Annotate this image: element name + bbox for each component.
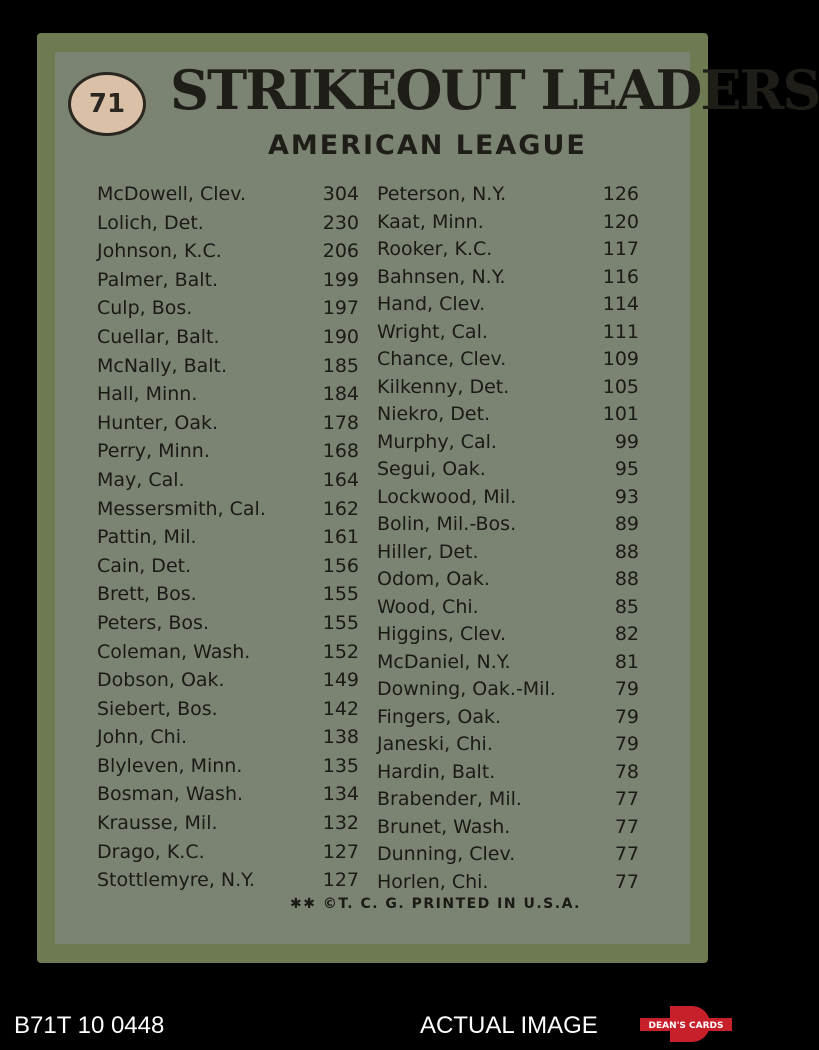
right-leader-row bbox=[377, 593, 639, 621]
left-leader-row bbox=[97, 780, 359, 809]
strikeout-count: 79 bbox=[614, 705, 639, 728]
left-leaders-column bbox=[97, 180, 359, 895]
strikeout-count: 162 bbox=[322, 497, 359, 520]
player-name: McDowell, Clev. bbox=[97, 183, 247, 205]
left-leader-row bbox=[97, 380, 359, 409]
strikeout-count: 82 bbox=[614, 623, 639, 645]
right-leader-row bbox=[377, 675, 639, 703]
copyright-footer: ✱✱ ©T. C. G. PRINTED IN U.S.A. bbox=[290, 896, 581, 912]
strikeout-count: 199 bbox=[322, 268, 359, 291]
strikeout-count: 184 bbox=[322, 383, 359, 406]
right-leader-row bbox=[377, 318, 639, 346]
player-name: Cain, Det. bbox=[97, 554, 192, 577]
right-leader-row bbox=[377, 373, 639, 401]
player-name: McDaniel, N.Y. bbox=[377, 650, 511, 673]
strikeout-count: 142 bbox=[322, 697, 359, 720]
strikeout-count: 114 bbox=[602, 293, 639, 315]
player-name: Janeski, Chi. bbox=[377, 733, 493, 755]
left-leader-row bbox=[97, 495, 359, 524]
left-leader-row bbox=[97, 666, 359, 695]
player-name: Kilkenny, Det. bbox=[377, 375, 510, 398]
strikeout-count: 93 bbox=[614, 485, 639, 508]
strikeout-count: 152 bbox=[322, 640, 359, 663]
strikeout-count: 79 bbox=[614, 733, 639, 755]
player-name: Murphy, Cal. bbox=[377, 430, 497, 453]
strikeout-count: 155 bbox=[322, 611, 359, 634]
left-leader-row bbox=[97, 437, 359, 466]
player-name: Bosman, Wash. bbox=[97, 783, 244, 806]
strikeout-count: 120 bbox=[602, 210, 639, 233]
card-id-caption: B71T 10 0448 bbox=[14, 1012, 165, 1039]
strikeout-count: 190 bbox=[322, 325, 359, 348]
player-name: Odom, Oak. bbox=[377, 568, 490, 590]
strikeout-count: 126 bbox=[602, 183, 639, 205]
strikeout-count: 116 bbox=[602, 265, 639, 288]
player-name: Hall, Minn. bbox=[97, 383, 198, 406]
player-name: Brabender, Mil. bbox=[377, 788, 522, 810]
logo-text: DEAN'S CARDS bbox=[648, 1021, 724, 1031]
player-name: Perry, Minn. bbox=[97, 440, 210, 463]
left-leader-row bbox=[97, 409, 359, 438]
strikeout-count: 89 bbox=[614, 513, 639, 535]
strikeout-count: 88 bbox=[614, 568, 639, 590]
left-leader-row bbox=[97, 237, 359, 266]
left-leader-row bbox=[97, 809, 359, 838]
right-leader-row bbox=[377, 813, 639, 841]
left-leader-row bbox=[97, 180, 359, 209]
player-name: Cuellar, Balt. bbox=[97, 325, 220, 348]
left-leader-row bbox=[97, 352, 359, 381]
deans-cards-logo bbox=[640, 1004, 732, 1044]
left-leader-row bbox=[97, 552, 359, 581]
right-leader-row bbox=[377, 483, 639, 511]
strikeout-count: 132 bbox=[322, 812, 359, 835]
strikeout-count: 79 bbox=[614, 678, 639, 700]
strikeout-count: 164 bbox=[322, 468, 359, 491]
right-leader-row bbox=[377, 538, 639, 566]
strikeout-count: 117 bbox=[602, 238, 639, 260]
card-number-badge bbox=[68, 72, 146, 136]
right-leader-row bbox=[377, 263, 639, 291]
right-leader-row bbox=[377, 400, 639, 428]
player-name: Niekro, Det. bbox=[377, 403, 491, 425]
strikeout-count: 168 bbox=[322, 440, 359, 463]
right-leader-row bbox=[377, 345, 639, 373]
player-name: Palmer, Balt. bbox=[97, 268, 219, 291]
strikeout-count: 81 bbox=[614, 650, 639, 673]
player-name: Pattin, Mil. bbox=[97, 526, 197, 549]
player-name: Hand, Clev. bbox=[377, 293, 486, 315]
strikeout-count: 149 bbox=[322, 669, 359, 692]
player-name: Dunning, Clev. bbox=[377, 843, 516, 865]
player-name: Peters, Bos. bbox=[97, 611, 209, 634]
right-leader-row bbox=[377, 428, 639, 456]
left-leader-row bbox=[97, 609, 359, 638]
left-leader-row bbox=[97, 695, 359, 724]
player-name: Brunet, Wash. bbox=[377, 815, 511, 838]
strikeout-count: 230 bbox=[322, 211, 359, 234]
card-number: 71 bbox=[88, 89, 126, 119]
player-name: Krausse, Mil. bbox=[97, 812, 218, 835]
strikeout-count: 185 bbox=[322, 354, 359, 377]
player-name: Culp, Bos. bbox=[97, 297, 193, 320]
right-leader-row bbox=[377, 565, 639, 593]
strikeout-count: 155 bbox=[322, 583, 359, 606]
player-name: Messersmith, Cal. bbox=[97, 497, 266, 520]
strikeout-count: 101 bbox=[602, 403, 639, 425]
player-name: May, Cal. bbox=[97, 468, 185, 491]
left-leader-row bbox=[97, 523, 359, 552]
right-leader-row bbox=[377, 785, 639, 813]
left-leader-row bbox=[97, 866, 359, 895]
strikeout-count: 197 bbox=[322, 297, 359, 320]
strikeout-count: 77 bbox=[614, 870, 639, 893]
card-title: STRIKEOUT LEADERS bbox=[170, 58, 819, 122]
strikeout-count: 135 bbox=[322, 754, 359, 777]
player-name: Kaat, Minn. bbox=[377, 210, 484, 233]
right-leader-row bbox=[377, 868, 639, 896]
strikeout-count: 85 bbox=[614, 595, 639, 618]
right-leader-row bbox=[377, 758, 639, 786]
right-leader-row bbox=[377, 455, 639, 483]
player-name: Rooker, K.C. bbox=[377, 238, 493, 260]
player-name: Fingers, Oak. bbox=[377, 705, 502, 728]
strikeout-count: 77 bbox=[614, 788, 639, 810]
left-leader-row bbox=[97, 209, 359, 238]
strikeout-count: 109 bbox=[602, 348, 639, 370]
player-name: Peterson, N.Y. bbox=[377, 183, 507, 205]
strikeout-count: 77 bbox=[614, 815, 639, 838]
left-leader-row bbox=[97, 723, 359, 752]
strikeout-count: 127 bbox=[322, 840, 359, 863]
left-leader-row bbox=[97, 294, 359, 323]
strikeout-count: 304 bbox=[322, 183, 359, 205]
right-leader-row bbox=[377, 510, 639, 538]
player-name: Drago, K.C. bbox=[97, 840, 205, 863]
strikeout-count: 134 bbox=[322, 783, 359, 806]
card-subtitle: AMERICAN LEAGUE bbox=[268, 130, 587, 161]
right-leader-row bbox=[377, 648, 639, 676]
player-name: Siebert, Bos. bbox=[97, 697, 218, 720]
actual-image-caption: ACTUAL IMAGE bbox=[420, 1012, 598, 1039]
player-name: Dobson, Oak. bbox=[97, 669, 225, 692]
left-leader-row bbox=[97, 838, 359, 867]
player-name: Hiller, Det. bbox=[377, 540, 479, 563]
strikeout-count: 95 bbox=[614, 458, 639, 480]
left-leader-row bbox=[97, 752, 359, 781]
player-name: Johnson, K.C. bbox=[97, 240, 222, 263]
player-name: Lockwood, Mil. bbox=[377, 485, 517, 508]
player-name: Higgins, Clev. bbox=[377, 623, 507, 645]
left-leader-row bbox=[97, 580, 359, 609]
strikeout-count: 138 bbox=[322, 726, 359, 749]
player-name: Downing, Oak.-Mil. bbox=[377, 678, 556, 700]
strikeout-count: 99 bbox=[614, 430, 639, 453]
player-name: Stottlemyre, N.Y. bbox=[97, 869, 255, 892]
strikeout-count: 156 bbox=[322, 554, 359, 577]
strikeout-count: 77 bbox=[614, 843, 639, 865]
player-name: Bahnsen, N.Y. bbox=[377, 265, 506, 288]
right-leader-row bbox=[377, 235, 639, 263]
left-leader-row bbox=[97, 323, 359, 352]
player-name: Brett, Bos. bbox=[97, 583, 197, 606]
player-name: Hardin, Balt. bbox=[377, 760, 496, 783]
player-name: Wood, Chi. bbox=[377, 595, 479, 618]
strikeout-count: 78 bbox=[614, 760, 639, 783]
strikeout-count: 88 bbox=[614, 540, 639, 563]
strikeout-count: 105 bbox=[602, 375, 639, 398]
player-name: Chance, Clev. bbox=[377, 348, 507, 370]
player-name: Segui, Oak. bbox=[377, 458, 486, 480]
player-name: Blyleven, Minn. bbox=[97, 754, 243, 777]
strikeout-count: 161 bbox=[322, 526, 359, 549]
right-leaders-column bbox=[377, 180, 639, 895]
strikeout-count: 127 bbox=[322, 869, 359, 892]
player-name: Coleman, Wash. bbox=[97, 640, 251, 663]
left-leader-row bbox=[97, 266, 359, 295]
player-name: Bolin, Mil.-Bos. bbox=[377, 513, 517, 535]
strikeout-count: 111 bbox=[602, 320, 639, 343]
right-leader-row bbox=[377, 290, 639, 318]
player-name: Horlen, Chi. bbox=[377, 870, 489, 893]
left-leader-row bbox=[97, 466, 359, 495]
player-name: John, Chi. bbox=[97, 726, 188, 749]
right-leader-row bbox=[377, 208, 639, 236]
left-leader-row bbox=[97, 638, 359, 667]
player-name: Lolich, Det. bbox=[97, 211, 204, 234]
right-leader-row bbox=[377, 180, 639, 208]
right-leader-row bbox=[377, 620, 639, 648]
right-leader-row bbox=[377, 703, 639, 731]
right-leader-row bbox=[377, 730, 639, 758]
player-name: Wright, Cal. bbox=[377, 320, 488, 343]
player-name: Hunter, Oak. bbox=[97, 411, 219, 434]
strikeout-count: 206 bbox=[322, 240, 359, 263]
right-leader-row bbox=[377, 840, 639, 868]
strikeout-count: 178 bbox=[322, 411, 359, 434]
player-name: McNally, Balt. bbox=[97, 354, 228, 377]
